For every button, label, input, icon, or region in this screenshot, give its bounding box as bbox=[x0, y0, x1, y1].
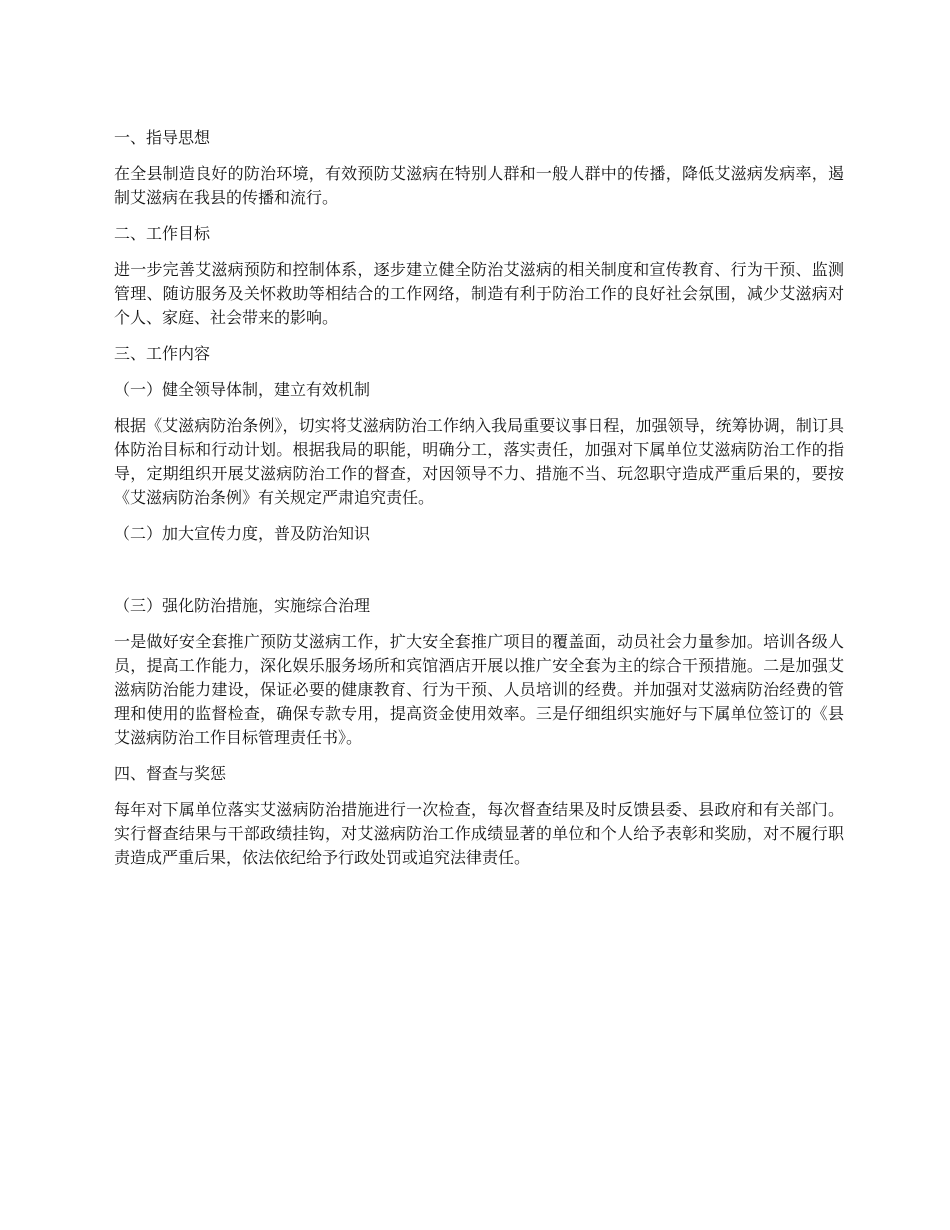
section-2-paragraph: 进一步完善艾滋病预防和控制体系，逐步建立健全防治艾滋病的相关制度和宣传教育、行为干预、监测管理、随访服务及关怀救助等相结合的工作网络，制造有利于防治工作的良好社会氛围，减少艾滋病对个人、家庭、社会带来的影响。 bbox=[114, 260, 844, 327]
section-1-heading: 一、指导思想 bbox=[114, 128, 211, 147]
section-3-sub-1-paragraph: 根据《艾滋病防治条例》，切实将艾滋病防治工作纳入我局重要议事日程，加强领导，统筹协调，制订具体防治目标和行动计划。根据我局的职能，明确分工，落实责任，加强对下属单位艾滋病防治工作的指导，定期组织开展艾滋病防治工作的督查，对因领导不力、措施不当、玩忽职守造成严重后果的，要按《艾滋病防治条例》有关规定严肃追究责任。 bbox=[114, 416, 844, 507]
section-3-sub-3-heading: （三）强化防治措施，实施综合治理 bbox=[114, 596, 371, 615]
section-3-sub-3-paragraph: 一是做好安全套推广预防艾滋病工作，扩大安全套推广项目的覆盖面，动员社会力量参加。培训各级人员，提高工作能力，深化娱乐服务场所和宾馆酒店开展以推广安全套为主的综合干预措施。二是加强艾滋病防治能力建设，保证必要的健康教育、行为干预、人员培训的经费。并加强对艾滋病防治经费的管理和使用的监督检查，确保专款专用，提高资金使用效率。三是仔细组织实施好与下属单位签订的《县艾滋病防治工作目标管理责任书》。 bbox=[114, 632, 844, 747]
section-1-paragraph: 在全县制造良好的防治环境，有效预防艾滋病在特别人群和一般人群中的传播，降低艾滋病发病率，遏制艾滋病在我县的传播和流行。 bbox=[114, 164, 844, 207]
section-4-heading: 四、督查与奖惩 bbox=[114, 764, 227, 783]
section-3-sub-1-heading: （一）健全领导体制，建立有效机制 bbox=[114, 380, 371, 399]
section-4-paragraph: 每年对下属单位落实艾滋病防治措施进行一次检查，每次督查结果及时反馈县委、县政府和有关部门。实行督查结果与干部政绩挂钩，对艾滋病防治工作成绩显著的单位和个人给予表彰和奖励，对不履行职责造成严重后果，依法依纪给予行政处罚或追究法律责任。 bbox=[114, 800, 844, 867]
document-page bbox=[114, 126, 844, 870]
section-3-heading: 三、工作内容 bbox=[114, 344, 211, 363]
section-2-heading: 二、工作目标 bbox=[114, 224, 211, 243]
section-3-sub-2-heading: （二）加大宣传力度，普及防治知识 bbox=[114, 524, 371, 543]
